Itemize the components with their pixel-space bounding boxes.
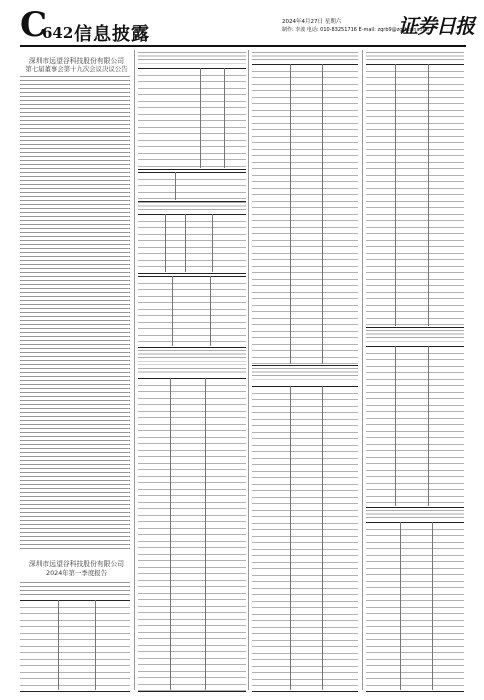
col3-text	[252, 368, 358, 382]
report-title: 2024年第一季度报告	[46, 569, 107, 577]
col4-text	[366, 330, 464, 342]
col4-table-2	[366, 346, 464, 508]
col3-heading-text	[252, 52, 358, 62]
report-intro-text	[20, 582, 130, 596]
column-rule	[248, 50, 249, 690]
col2-heading-text	[138, 52, 246, 66]
notice-body-text	[20, 76, 130, 552]
section-title: 信息披露	[74, 24, 150, 45]
col2-text	[138, 350, 246, 374]
masthead	[0, 0, 484, 46]
report-company-name: 深圳市远望谷科技股份有限公司	[28, 560, 125, 568]
col1-table	[20, 600, 130, 692]
board-notice-title: 第七届董事会第十九次会议决议公告	[25, 65, 128, 73]
newspaper-logo: 证券日报	[398, 14, 474, 38]
col2-table-2	[138, 172, 246, 202]
col4-heading-text	[366, 52, 464, 62]
col2-table-1	[138, 68, 246, 170]
col3-table-1	[252, 64, 358, 366]
section-letter: C	[20, 5, 48, 45]
col2-text	[138, 202, 246, 212]
col2-table-4	[138, 276, 246, 348]
column-rule	[362, 50, 363, 690]
col2-table-3	[138, 214, 246, 274]
col3-table-2	[252, 386, 358, 692]
company-name: 深圳市远望谷科技股份有限公司	[28, 57, 125, 65]
date-line: 2024年4月27日 星期六	[282, 19, 342, 25]
page-number: 642	[42, 24, 74, 42]
col4-table-3	[366, 522, 464, 692]
column-rule	[134, 50, 135, 690]
masthead-rule	[20, 45, 466, 47]
col2-table-5	[138, 378, 246, 692]
col4-table-1	[366, 64, 464, 328]
col4-text	[366, 510, 464, 520]
contact-line: 制作: 李波 电话: 010-83251716 E-mail: zqrb9@zqrb.sina.net	[282, 27, 430, 33]
